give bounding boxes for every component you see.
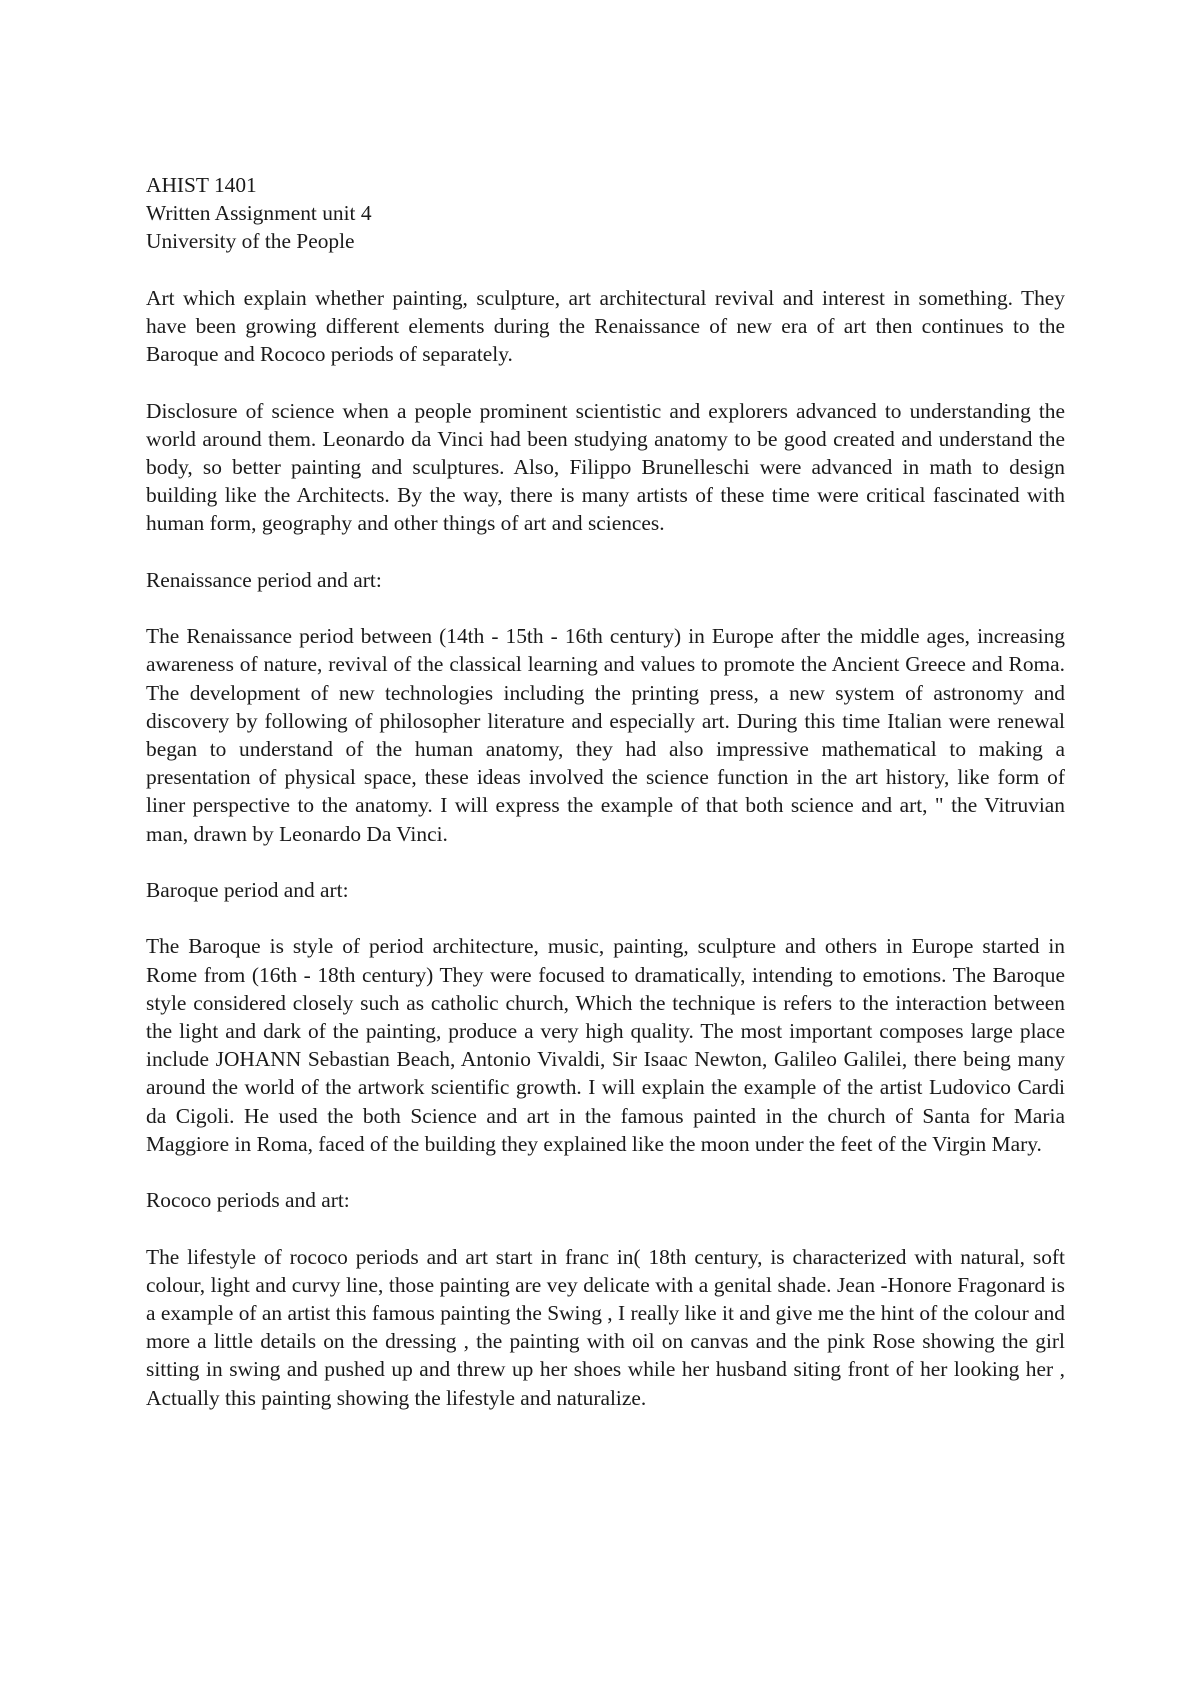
renaissance-paragraph: The Renaissance period between (14th - 15th - 16th century) in Europe after the middle ages, increasing awareness of nature, revival of the classical learning and values to promote the Ancient Greece and Roma. The development of new technologies including the printing press, a new system of astronomy and discovery by following of philosopher literature and especially art. During this time Italian were renewal began to understand of the human anatomy, they had also impressive mathematical to making a presentation of physical space, these ideas involved the science function in the art history, like form of liner perspective to the anatomy. I will express the example of that both science and art, " the Vitruvian man, drawn by Leonardo Da Vinci. xyxy=(146,624,1065,846)
course-code: AHIST 1401 xyxy=(146,173,257,197)
renaissance-heading: Renaissance period and art: xyxy=(146,567,382,592)
rococo-heading: Rococo periods and art: xyxy=(146,1188,350,1213)
university-name: University of the People xyxy=(146,229,355,254)
intro-paragraph: Art which explain whether painting, sculpture, art architectural revival and interest in something. They have been growing different elements during the Renaissance of new era of art then continues to the Baroque and Rococo periods of separately. xyxy=(146,285,1065,367)
baroque-paragraph: The Baroque is style of period architecture, music, painting, sculpture and others in Europe started in Rome from (16th - 18th century) They were focused to dramatically, intending to emotions. The Baroque style considered closely such as catholic church, Which the technique is refers to the interaction between the light and dark of the painting, produce a very high quality. The most important composes large place include JOHANN Sebastian Beach, Antonio Vivaldi, Sir Isaac Newton, Galileo Galilei, there being many around the world of the artwork scientific growth. I will explain the example of the artist Ludovico Cardi da Cigoli. He used the both Science and art in the famous painted in the church of Santa for Maria Maggiore in Roma, faced of the building they explained like the moon under the feet of the Virgin Mary. xyxy=(146,934,1065,1156)
rococo-paragraph: The lifestyle of rococo periods and art start in franc in( 18th century, is characterized with natural, soft colour, light and curvy line, those painting are vey delicate with a genital shade. Jean -Honore Fragonard is a example of an artist this famous painting the Swing , I really like it and give me the hint of the colour and more a little details on the dressing , the painting with oil on canvas and the pink Rose showing the girl sitting in swing and pushed up and threw up her shoes while her husband siting front of her looking her , Actually this painting showing the lifestyle and naturalize. xyxy=(146,1244,1065,1410)
document-page xyxy=(146,171,1065,1412)
baroque-heading: Baroque period and art: xyxy=(146,878,349,902)
disclosure-paragraph: Disclosure of science when a people prominent scientistic and explorers advanced to understanding the world around them. Leonardo da Vinci had been studying anatomy to be good created and understand the body, so better painting and sculptures. Also, Filippo Brunelleschi were advanced in math to design building like the Architects. By the way, there is many artists of these time were critical fascinated with human form, geography and other things of art and sciences. xyxy=(146,398,1065,536)
document-header xyxy=(146,171,1065,256)
assignment-title: Written Assignment unit 4 xyxy=(146,201,372,226)
